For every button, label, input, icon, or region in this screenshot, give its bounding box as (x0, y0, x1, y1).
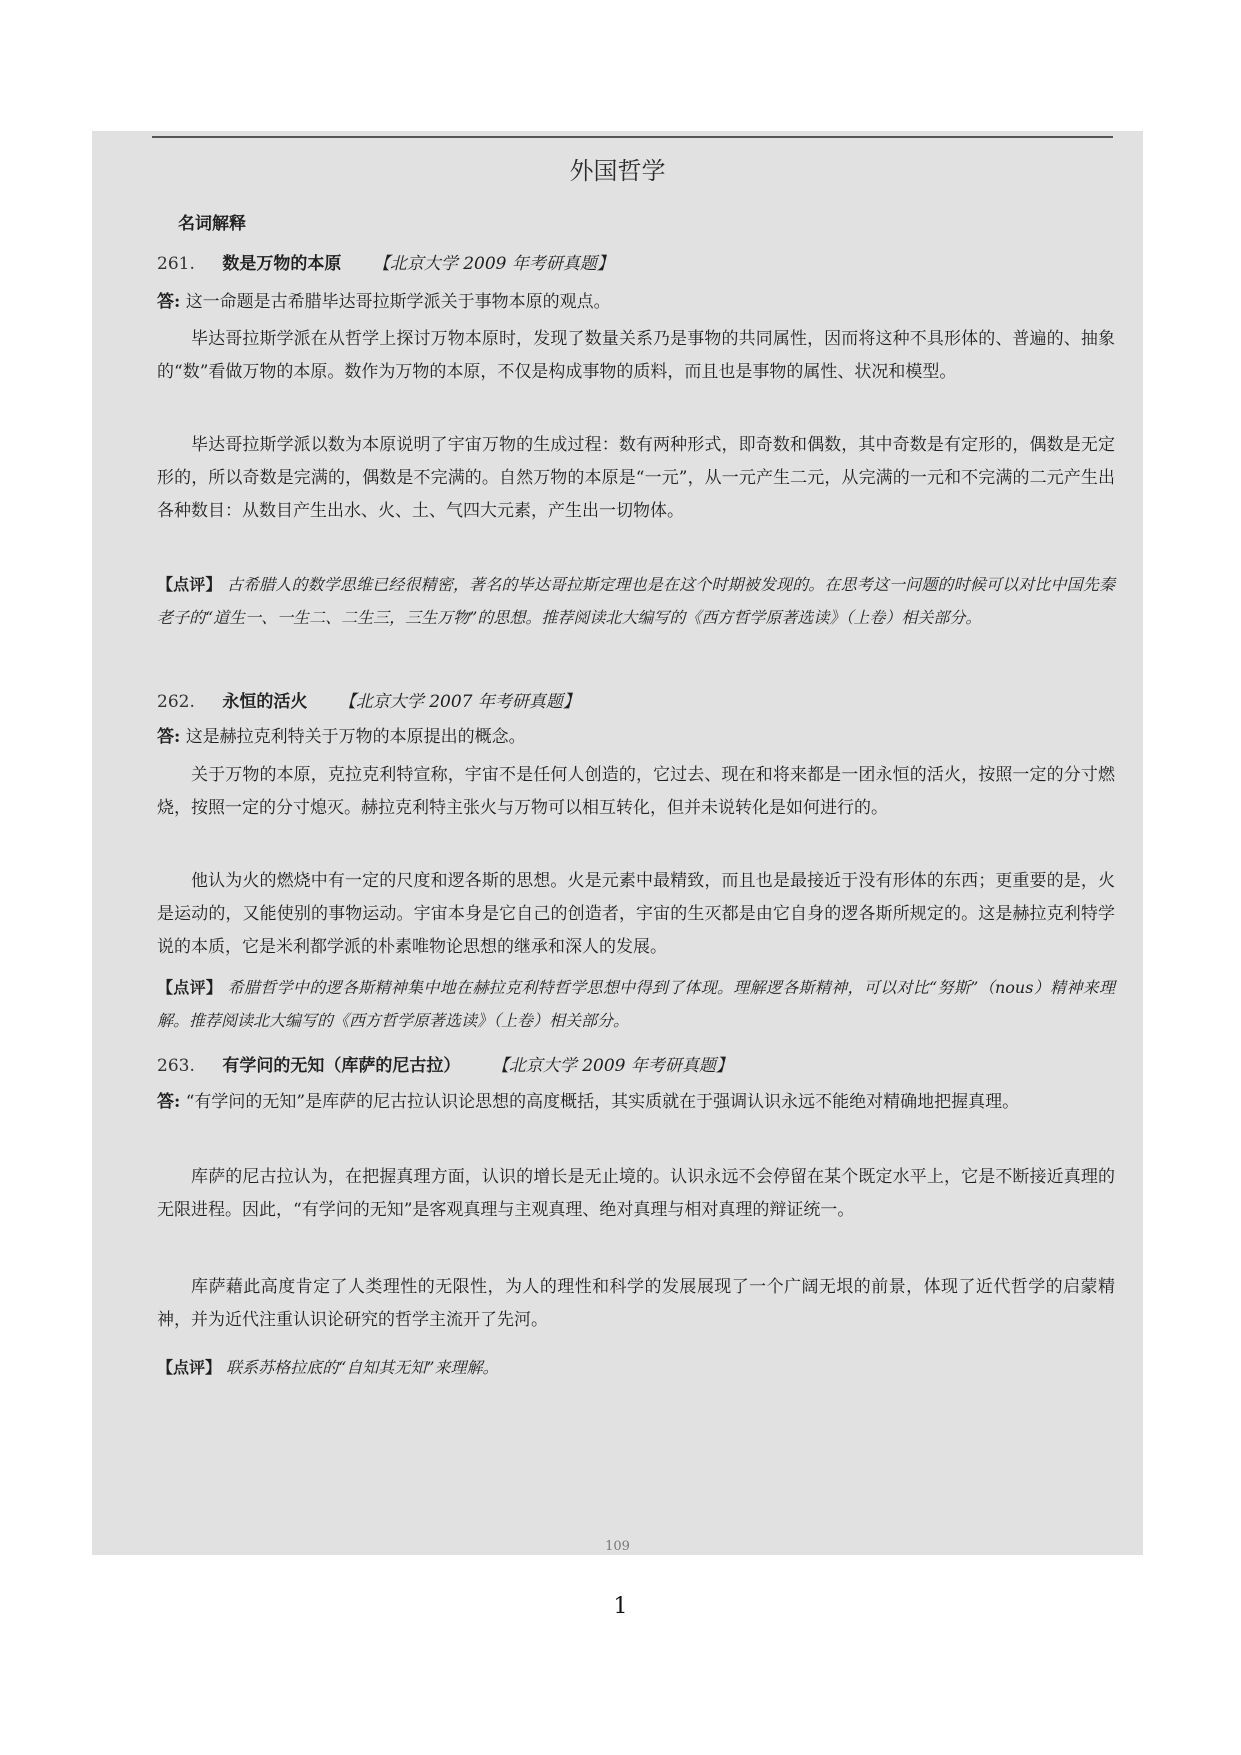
entry-term: 有学问的无知（库萨的尼古拉） (222, 1056, 461, 1076)
entry-source: 【北京大学 2007 年考研真题】 (338, 692, 580, 712)
entry-heading (157, 249, 614, 274)
comment-paragraph (157, 971, 1115, 1037)
answer-label: 答: (157, 1092, 181, 1112)
body-paragraph: 毕达哥拉斯学派以数为本原说明了宇宙万物的生成过程：数有两种形式，即奇数和偶数，其中奇数是有定形的，偶数是无定形的，所以奇数是完满的，偶数是不完满的。自然万物的本原是“一元”，从一元产生二元，从完满的一元和不完满的二元产生出各种数目：从数目产生出水、火、土、气四大元素，产生出一切物体。 (157, 435, 1115, 521)
body-paragraph: 库萨的尼古拉认为，在把握真理方面，认识的增长是无止境的。认识永远不会停留在某个既定水平上，它是不断接近真理的无限进程。因此，“有学问的无知”是客观真理与主观真理、绝对真理与相对真理的辩证统一。 (157, 1167, 1115, 1220)
entry-number: 263. (157, 1056, 195, 1076)
comment-text: 古希腊人的数学思维已经很精密，著名的毕达哥拉斯定理也是在这个时期被发现的。在思考这一问题的时候可以对比中国先秦老子的“道生一、一生二、二生三，三生万物”的思想。推荐阅读北大编写的《西方哲学原著选读》（上卷）相关部分。 (157, 575, 1115, 627)
answer-text: 这是赫拉克利特关于万物的本原提出的概念。 (185, 727, 526, 747)
answer-label: 答: (157, 292, 181, 312)
comment-label: 【点评】 (157, 1358, 222, 1377)
entry-term: 数是万物的本原 (222, 254, 342, 274)
entry-number: 262. (157, 692, 195, 712)
entry-term: 永恒的活火 (222, 692, 308, 712)
comment-label: 【点评】 (157, 978, 223, 997)
comment-text: 希腊哲学中的逻各斯精神集中地在赫拉克利特哲学思想中得到了体现。理解逻各斯精神，可以对比“努斯”（nous）精神来理解。推荐阅读北大编写的《西方哲学原著选读》（上卷）相关部分。 (157, 978, 1115, 1030)
entry-source: 【北京大学 2009 年考研真题】 (491, 1056, 733, 1076)
entry-number: 261. (157, 254, 195, 274)
comment-label: 【点评】 (157, 575, 222, 594)
answer-text: 这一命题是古希腊毕达哥拉斯学派关于事物本原的观点。 (185, 292, 611, 312)
answer-paragraph (157, 286, 1115, 319)
section-label: 名词解释 (178, 214, 246, 234)
scanned-page (92, 131, 1143, 1555)
body-paragraph: 他认为火的燃烧中有一定的尺度和逻各斯的思想。火是元素中最精致，而且也是最接近于没有形体的东西；更重要的是，火是运动的，又能使别的事物运动。宇宙本身是它自己的创造者，宇宙的生灭都是由它自身的逻各斯所规定的。这是赫拉克利特学说的本质，它是米利都学派的朴素唯物论思想的继承和深人的发展。 (157, 871, 1115, 957)
page-number: 1 (613, 1594, 628, 1619)
comment-text: 联系苏格拉底的“自知其无知”来理解。 (226, 1358, 499, 1377)
answer-label: 答: (157, 727, 181, 747)
scan-page-number: 109 (605, 1539, 630, 1554)
comment-paragraph (157, 1351, 1115, 1384)
body-paragraph: 关于万物的本原，克拉克利特宣称，宇宙不是任何人创造的，它过去、现在和将来都是一团永恒的活火，按照一定的分寸燃烧，按照一定的分寸熄灭。赫拉克利特主张火与万物可以相互转化，但并未说转化是如何进行的。 (157, 765, 1115, 818)
answer-paragraph (157, 1086, 1115, 1119)
body-paragraph: 库萨藉此高度肯定了人类理性的无限性，为人的理性和科学的发展展现了一个广阔无垠的前景，体现了近代哲学的启蒙精神，并为近代注重认识论研究的哲学主流开了先河。 (157, 1277, 1115, 1330)
answer-text: “有学问的无知”是库萨的尼古拉认识论思想的高度概括，其实质就在于强调认识永远不能绝对精确地把握真理。 (185, 1092, 1020, 1112)
comment-paragraph (157, 568, 1115, 634)
body-paragraph: 毕达哥拉斯学派在从哲学上探讨万物本原时，发现了数量关系乃是事物的共同属性，因而将这种不具形体的、普遍的、抽象的“数”看做万物的本原。数作为万物的本原，不仅是构成事物的质料，而且也是事物的属性、状况和模型。 (157, 329, 1115, 382)
entry-heading (157, 687, 580, 712)
page-title: 外国哲学 (569, 157, 666, 185)
entry-source: 【北京大学 2009 年考研真题】 (372, 254, 614, 274)
entry-heading (157, 1051, 733, 1076)
answer-paragraph (157, 721, 1115, 754)
